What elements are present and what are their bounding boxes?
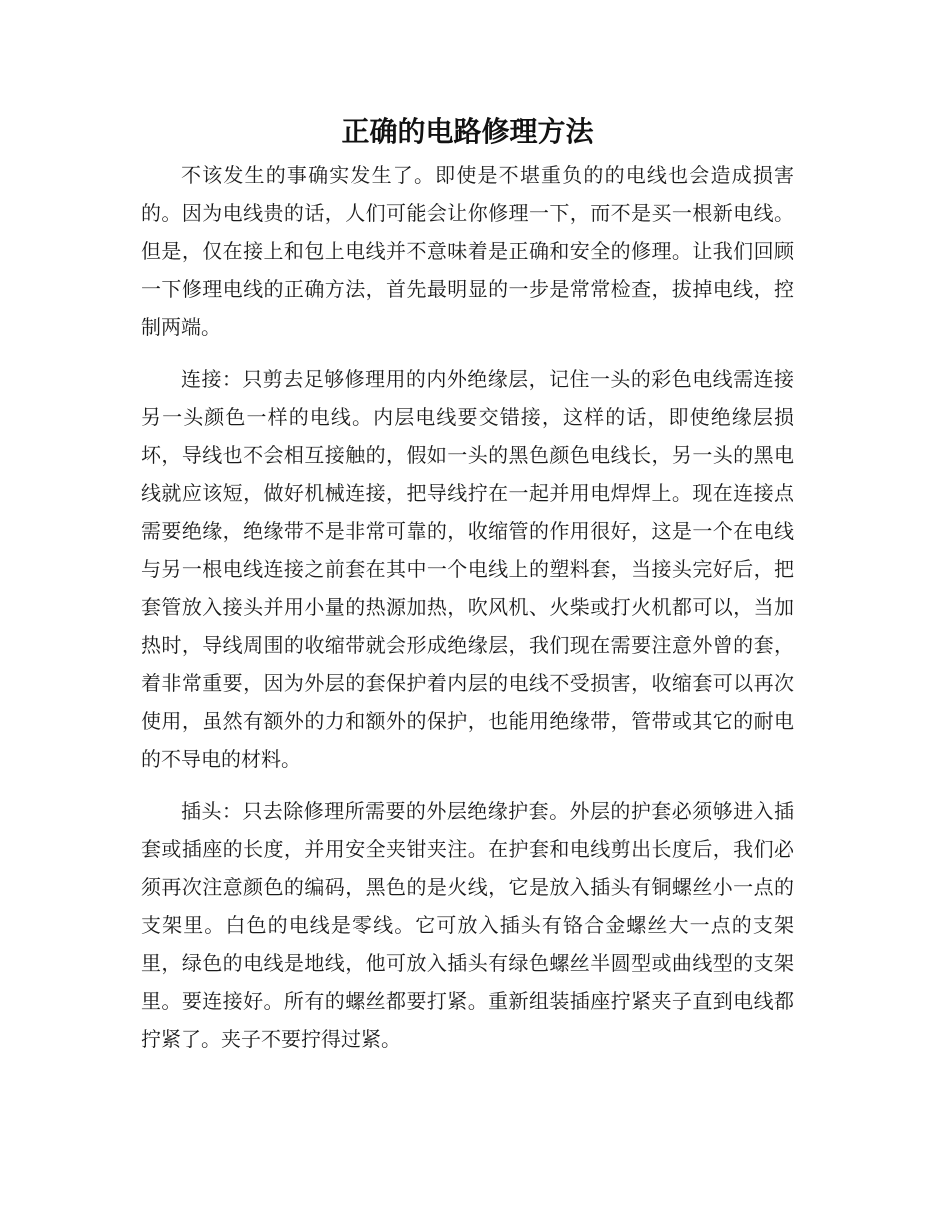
paragraph-intro: 不该发生的事确实发生了。即使是不堪重负的的电线也会造成损害的。因为电线贵的话，人们可能会让你修理一下，而不是买一根新电线。但是，仅在接上和包上电线并不意味着是正确和安全的修理。让我们回顾一下修理电线的正确方法，首先最明显的一步是常常检查，拔掉电线，控制两端。: [141, 163, 794, 339]
paragraph-connection: 连接：只剪去足够修理用的内外绝缘层，记住一头的彩色电线需连接另一头颜色一样的电线。内层电线要交错接，这样的话，即使绝缘层损坏，导线也不会相互接触的，假如一头的黑色颜色电线长，另一头的黑电线就应该短，做好机械连接，把导线拧在一起并用电焊焊上。现在连接点需要绝缘，绝缘带不是非常可靠的，收缩管的作用很好，这是一个在电线与另一根电线连接之前套在其中一个电线上的塑料套，当接头完好后，把套管放入接头并用小量的热源加热，吹风机、火柴或打火机都可以，当加热时，导线周围的收缩带就会形成绝缘层，我们现在需要注意外曾的套，着非常重要，因为外层的套保护着内层的电线不受损害，收缩套可以再次使用，虽然有额外的力和额外的保护，也能用绝缘带，管带或其它的耐电的不导电的材料。: [141, 367, 794, 771]
paragraph-plug: 插头：只去除修理所需要的外层绝缘护套。外层的护套必须够进入插套或插座的长度，并用安全夹钳夹注。在护套和电线剪出长度后，我们必须再次注意颜色的编码，黑色的是火线，它是放入插头有铜螺丝小一点的支架里。白色的电线是零线。它可放入插头有铬合金螺丝大一点的支架里，绿色的电线是地线，他可放入插头有绿色螺丝半圆型或曲线型的支架里。要连接好。所有的螺丝都要打紧。重新组装插座拧紧夹子直到电线都拧紧了。夹子不要拧得过紧。: [141, 799, 794, 1051]
document-title: 正确的电路修理方法: [341, 115, 594, 148]
document-body: [141, 110, 794, 1058]
